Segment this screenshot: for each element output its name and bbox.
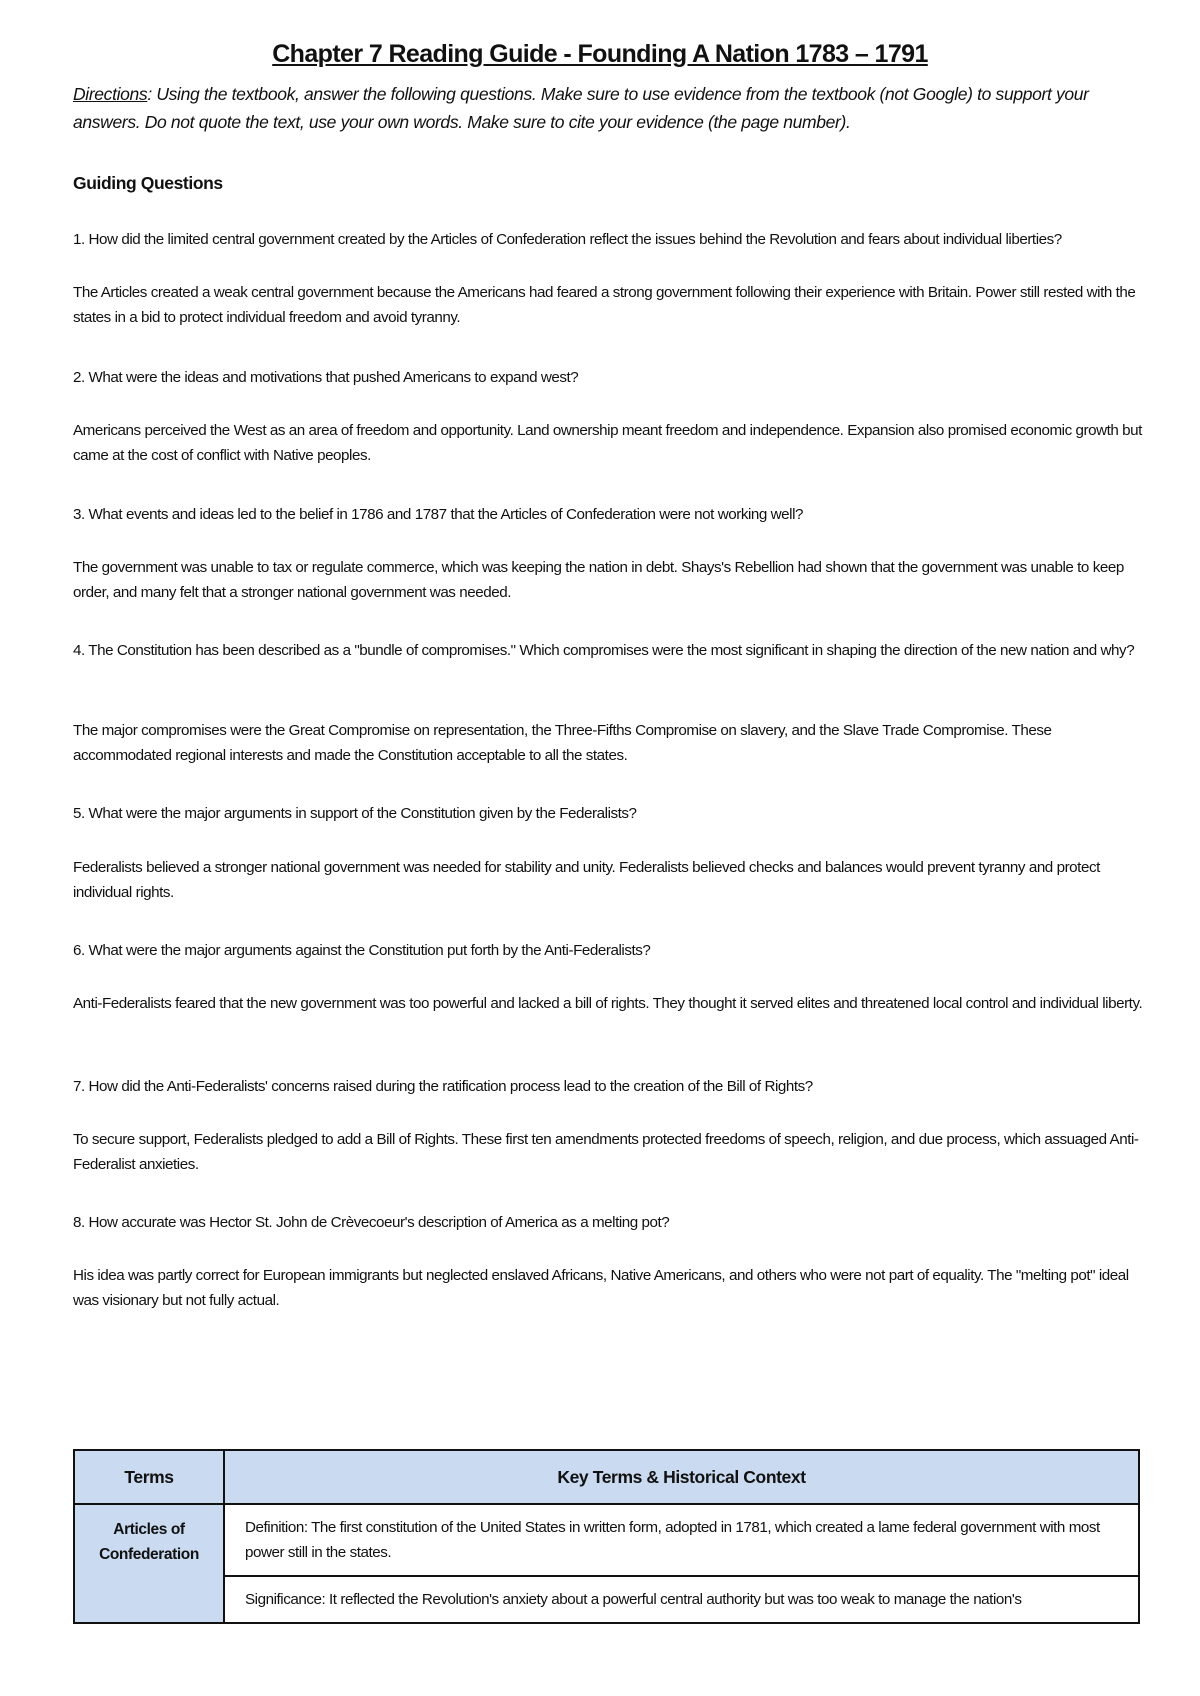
directions-label: Directions xyxy=(73,84,148,104)
term-cell: Articles of Confederation xyxy=(74,1504,224,1623)
question-3: 3. What events and ideas led to the belief in 1786 and 1787 that the Articles of Confederation were not working well? xyxy=(73,506,804,523)
answer-7: To secure support, Federalists pledged to add a Bill of Rights. These first ten amendments protected freedoms of speech, religion, and due process, which assuaged Anti-Federalist anxieties. xyxy=(73,1131,1139,1173)
question-7: 7. How did the Anti-Federalists' concerns raised during the ratification process lead to the creation of the Bill of Rights? xyxy=(73,1078,813,1095)
question-5: 5. What were the major arguments in support of the Constitution given by the Federalists? xyxy=(73,805,637,822)
question-6: 6. What were the major arguments against the Constitution put forth by the Anti-Federalists? xyxy=(73,942,651,959)
question-4: 4. The Constitution has been described as a "bundle of compromises." Which compromises were the most significant in shaping the direction of the new nation and why? xyxy=(73,642,1135,659)
answer-4: The major compromises were the Great Compromise on representation, the Three-Fifths Compromise on slavery, and the Slave Trade Compromise. These accommodated regional interests and made the Constitution acceptable to all the states. xyxy=(73,722,1052,764)
answer-3: The government was unable to tax or regulate commerce, which was keeping the nation in debt. Shays's Rebellion had shown that the government was unable to keep order, and many felt that a stronger national government was needed. xyxy=(73,559,1124,601)
table-header-row xyxy=(74,1450,1139,1504)
question-8: 8. How accurate was Hector St. John de Crèvecoeur's description of America as a melting pot? xyxy=(73,1214,670,1231)
page-title: Chapter 7 Reading Guide - Founding A Nation 1783 – 1791 xyxy=(272,40,928,68)
key-terms-table xyxy=(73,1449,1140,1624)
answer-1: The Articles created a weak central government because the Americans had feared a strong government following their experience with Britain. Power still rested with the states in a bid to protect individual freedom and avoid tyranny. xyxy=(73,284,1136,326)
question-1: 1. How did the limited central government created by the Articles of Confederation reflect the issues behind the Revolution and fears about individual liberties? xyxy=(73,231,1062,248)
definition-cell: Definition: The first constitution of the United States in written form, adopted in 1781, which created a lame federal government with most power still in the states. xyxy=(224,1504,1139,1576)
directions xyxy=(73,80,1143,136)
answer-8: His idea was partly correct for European immigrants but neglected enslaved Africans, Native Americans, and others who were not part of equality. The "melting pot" ideal was visionary but not fully actual. xyxy=(73,1267,1129,1309)
question-2: 2. What were the ideas and motivations that pushed Americans to expand west? xyxy=(73,369,579,386)
table-row xyxy=(74,1504,1139,1576)
table-row xyxy=(74,1576,1139,1623)
terms-column-header: Terms xyxy=(74,1450,224,1504)
significance-cell: Significance: It reflected the Revolution's anxiety about a powerful central authority but was too weak to manage the nation's xyxy=(224,1576,1139,1623)
directions-text: : Using the textbook, answer the following questions. Make sure to use evidence from the textbook (not Google) to support your answers. Do not quote the text, use your own words. Make sure to cite your evidence (the page number). xyxy=(73,84,1089,132)
answer-6: Anti-Federalists feared that the new government was too powerful and lacked a bill of rights. They thought it served elites and threatened local control and individual liberty. xyxy=(73,995,1143,1012)
context-column-header: Key Terms & Historical Context xyxy=(224,1450,1139,1504)
answer-2: Americans perceived the West as an area of freedom and opportunity. Land ownership meant freedom and independence. Expansion also promised economic growth but came at the cost of conflict with Native peoples. xyxy=(73,422,1142,464)
section-heading: Guiding Questions xyxy=(73,173,223,193)
answer-5: Federalists believed a stronger national government was needed for stability and unity. Federalists believed checks and balances would prevent tyranny and protect individual rights. xyxy=(73,859,1100,901)
